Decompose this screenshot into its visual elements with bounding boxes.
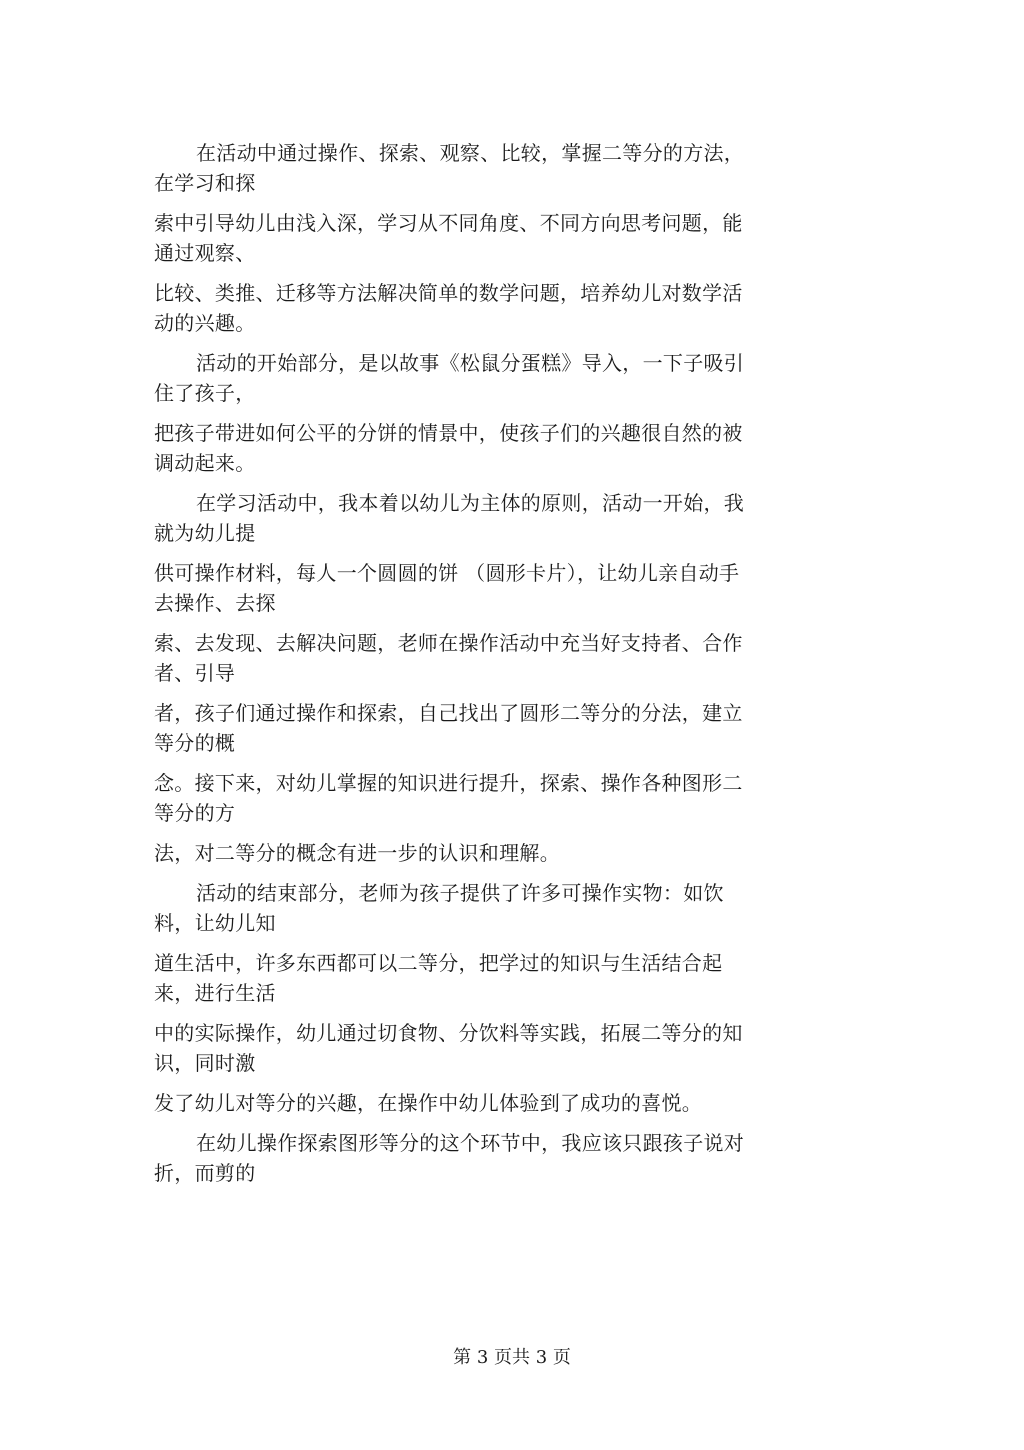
paragraph: 念。接下来，对幼儿掌握的知识进行提升，探索、操作各种图形二等分的方 [154, 771, 743, 825]
paragraph: 道生活中，许多东西都可以二等分，把学过的知识与生活结合起来，进行生活 [154, 951, 723, 1005]
paragraph: 法，对二等分的概念有进一步的认识和理解。 [154, 841, 560, 865]
paragraph: 索、去发现、去解决问题，老师在操作活动中充当好支持者、合作者、引导 [154, 631, 743, 685]
paragraph: 供可操作材料，每人一个圆圆的饼 （圆形卡片），让幼儿亲自动手去操作、去探 [154, 561, 740, 615]
paragraph: 者，孩子们通过操作和探索，自己找出了圆形二等分的分法，建立等分的概 [154, 701, 743, 755]
paragraph: 发了幼儿对等分的兴趣，在操作中幼儿体验到了成功的喜悦。 [154, 1091, 703, 1115]
page-number-footer: 第 3 页共 3 页 [453, 1347, 571, 1368]
paragraph: 索中引导幼儿由浅入深，学习从不同角度、不同方向思考问题，能通过观察、 [154, 211, 743, 265]
paragraph: 活动的结束部分，老师为孩子提供了许多可操作实物：如饮料，让幼儿知 [154, 881, 724, 935]
paragraph: 把孩子带进如何公平的分饼的情景中，使孩子们的兴趣很自然的被调动起来。 [154, 421, 743, 475]
paragraph: 中的实际操作，幼儿通过切食物、分饮料等实践，拓展二等分的知识，同时激 [154, 1021, 743, 1075]
paragraph: 在学习活动中，我本着以幼儿为主体的原则，活动一开始，我就为幼儿提 [154, 491, 745, 545]
paragraph: 活动的开始部分，是以故事《松鼠分蛋糕》导入，一下子吸引住了孩子， [154, 351, 745, 405]
paragraph: 在幼儿操作探索图形等分的这个环节中，我应该只跟孩子说对折，而剪的 [154, 1131, 745, 1185]
paragraph: 在活动中通过操作、探索、观察、比较，掌握二等分的方法，在学习和探 [154, 141, 745, 195]
paragraph: 比较、类推、迁移等方法解决简单的数学问题，培养幼儿对数学活动的兴趣。 [154, 281, 743, 335]
document-body [154, 138, 754, 1198]
